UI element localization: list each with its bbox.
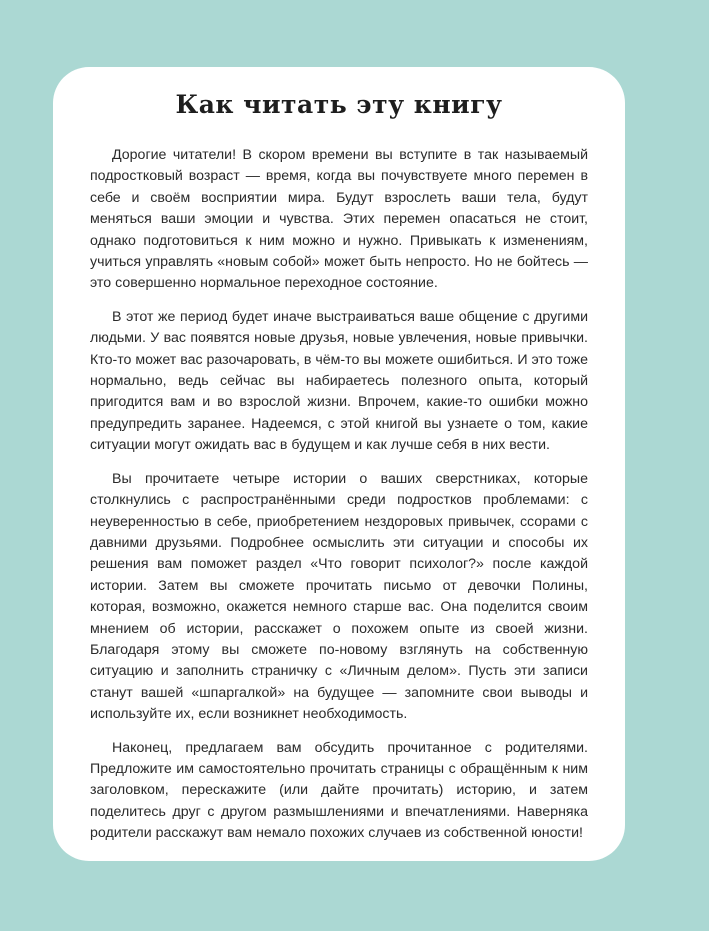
paragraph-communication: В этот же период будет иначе выстраиваться ваше общение с другими людьми. У вас появятся новые друзья, новые увлечения, новые привычки. Кто-то может вас разочаровать, в чём-то вы можете ошибиться. И это тоже нормально, ведь сейчас вы набираетесь полезного опыта, который пригодится вам и во взрослой жизни. Впрочем, какие-то ошибки можно предупредить заранее. Надеемся, с этой книгой вы узнаете о том, какие ситуации могут ожидать вас в будущем и как лучше себя в них вести. — [90, 308, 588, 454]
text-card — [53, 67, 625, 861]
paragraph-stories: Вы прочитаете четыре истории о ваших сверстниках, которые столкнулись с распространёнными среди подростков проблемами: с неуверенностью в себе, приобретением нездоровых привычек, ссорами с давними друзьями. Подробнее осмыслить эти ситуации и способы их решения вам поможет раздел «Что говорит психолог?» после каждой истории. Затем вы сможете прочитать письмо от девочки Полины, которая, возможно, окажется немного старше вас. Она поделится своим мнением об истории, расскажет о похожем опыте из своей жизни. Благодаря этому вы сможете по-новому взглянуть на собственную ситуацию и заполнить страничку с «Личным делом». Пусть эти записи станут вашей «шпаргалкой» на будущее — запомните свои выводы и используйте их, если возникнет необходимость. — [90, 470, 588, 723]
paragraph-parents: Наконец, предлагаем вам обсудить прочитанное с родителями. Предложите им самостоятельно прочитать страницы с обращённым к ним заголовком, перескажите (или дайте прочитать) историю, и затем поделитесь друг с другом размышлениями и впечатлениями. Наверняка родители расскажут вам немало похожих случаев из собственной юности! — [90, 739, 588, 842]
paragraph-intro: Дорогие читатели! В скором времени вы вступите в так называемый подростковый возраст — время, когда вы почувствуете много перемен в себе и своём восприятии мира. Будут взрослеть ваши тела, будут меняться ваши эмоции и чувства. Этих перемен опасаться не стоит, однако подготовиться к ним можно и нужно. Привыкать к изменениям, учиться управлять «новым собой» может быть непросто. Но не бойтесь — это совершенно нормальное переходное состояние. — [90, 147, 588, 292]
page-title: Как читать эту книгу — [175, 90, 503, 119]
